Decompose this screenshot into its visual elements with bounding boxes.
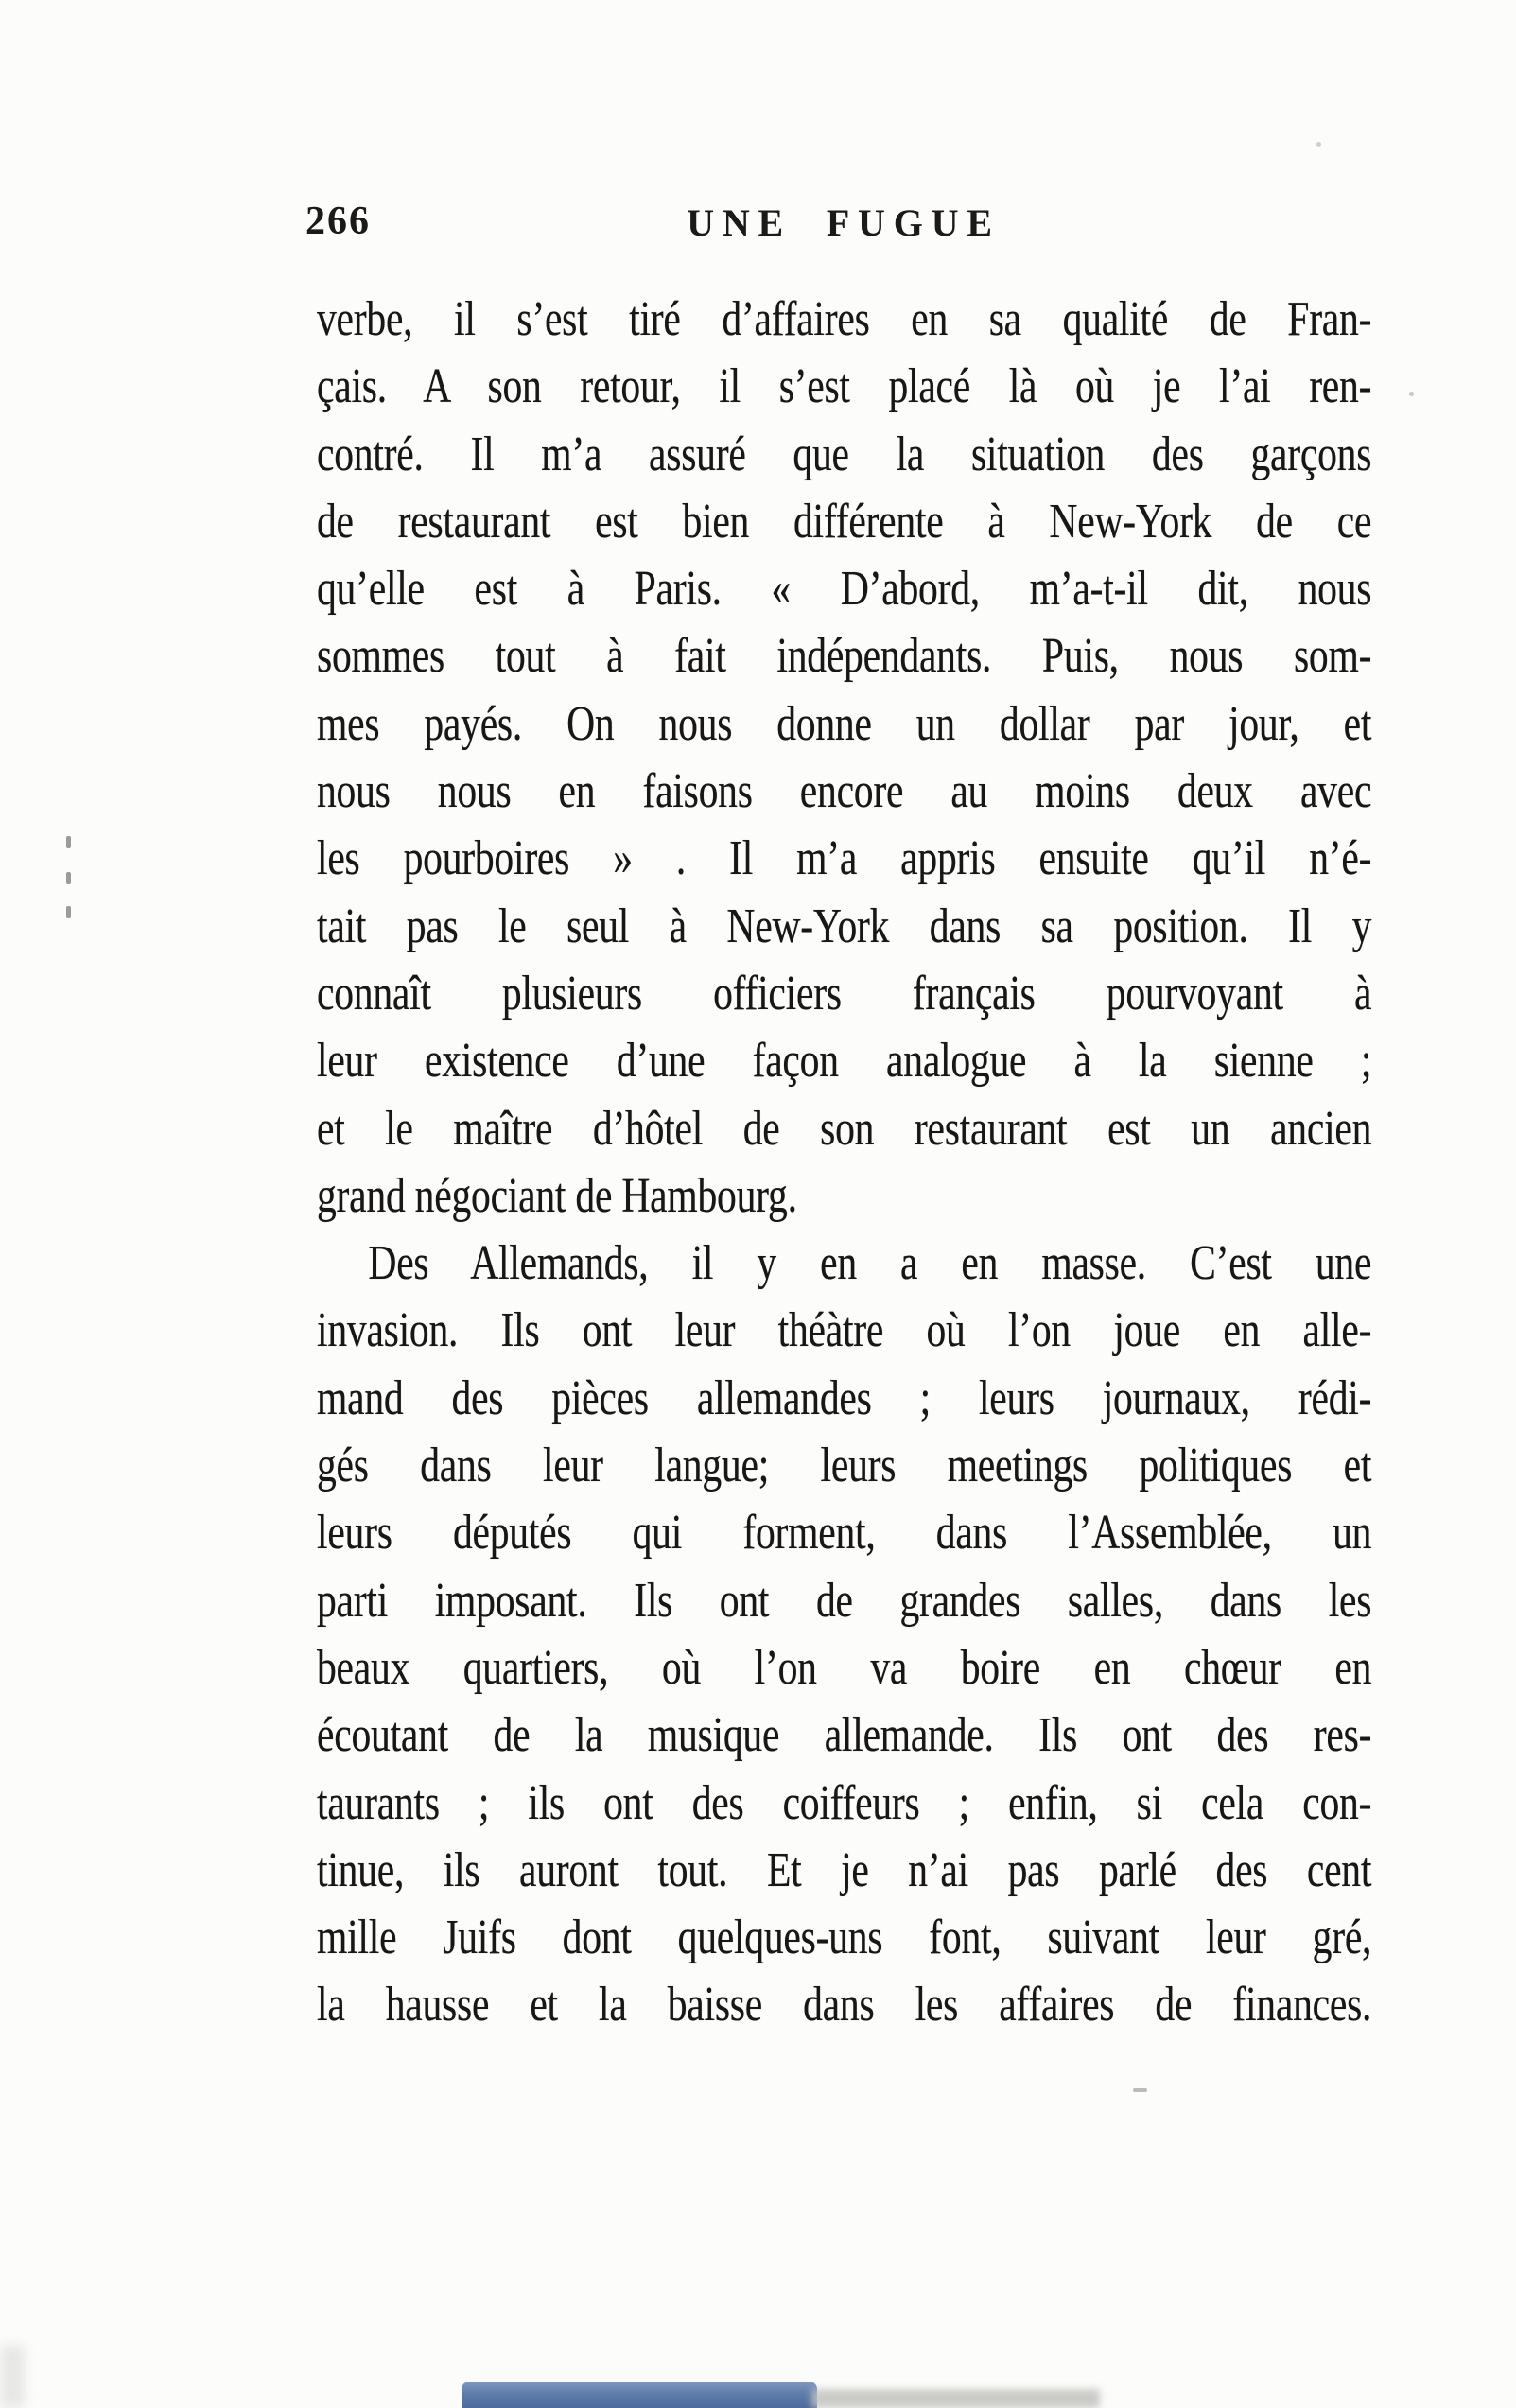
text-line-paragraph-start: Des Allemands, il y en a en masse. C’est une: [368, 1236, 1372, 1291]
scan-artifact-speck: [1409, 392, 1414, 396]
running-title: UNE FUGUE: [687, 201, 1001, 244]
scan-artifact-gray-smudge: [811, 2389, 1100, 2408]
text-line: beaux quartiers, où l’on va boire en chœur en: [317, 1640, 1372, 1695]
text-line: tinue, ils auront tout. Et je n’ai pas parlé des cent: [317, 1842, 1372, 1897]
text-line: connaît plusieurs officiers français pourvoyant à: [317, 966, 1372, 1021]
scan-artifact-blue-stripe: [462, 2382, 817, 2408]
text-line: mille Juifs dont quelques-uns font, suivant leur gré,: [317, 1911, 1372, 1965]
text-line: mes payés. On nous donne un dollar par jour, et: [317, 696, 1372, 751]
page-number: 266: [305, 200, 371, 243]
text-line: contré. Il m’a assuré que la situation des garçons: [317, 427, 1372, 481]
text-line: tait pas le seul à New-York dans sa position. Il y: [317, 899, 1372, 953]
text-line: invasion. Ils ont leur théàtre où l’on joue en alle-: [317, 1303, 1372, 1358]
text-line: mand des pièces allemandes ; leurs journaux, rédi-: [317, 1370, 1372, 1425]
scan-artifact-corner-smudge: [0, 2346, 25, 2408]
text-line-paragraph-end: grand négociant de Hambourg.: [317, 1168, 797, 1223]
text-line: nous nous en faisons encore au moins deux avec: [317, 764, 1372, 819]
text-line: taurants ; ils ont des coiffeurs ; enfin, si cela con-: [317, 1775, 1372, 1830]
text-line: qu’elle est à Paris. « D’abord, m’a-t-il dit, nous: [317, 562, 1372, 617]
text-line: parti imposant. Ils ont de grandes salles, dans les: [317, 1573, 1372, 1628]
text-line: verbe, il s’est tiré d’affaires en sa qualité de Fran-: [317, 292, 1372, 346]
text-line: sommes tout à fait indépendants. Puis, nous som-: [317, 629, 1372, 684]
text-line: écoutant de la musique allemande. Ils ont des res-: [317, 1708, 1372, 1763]
body-text: [317, 286, 1371, 2039]
scan-artifact-speck: [1316, 142, 1321, 147]
text-line: la hausse et la baisse dans les affaires de finances.: [317, 1978, 1372, 2033]
scan-artifact-margin-dash: [66, 836, 71, 848]
text-line: de restaurant est bien différente à New-York de ce: [317, 494, 1372, 549]
text-line: les pourboires » . Il m’a appris ensuite qu’il n’é-: [317, 831, 1372, 886]
text-line: leurs députés qui forment, dans l’Assemblée, un: [317, 1506, 1372, 1561]
text-line: çais. A son retour, il s’est placé là où je l’ai ren-: [317, 359, 1372, 414]
text-line: leur existence d’une façon analogue à la sienne ;: [317, 1034, 1372, 1089]
scan-artifact-margin-dash: [66, 872, 71, 884]
text-line: gés dans leur langue; leurs meetings politiques et: [317, 1439, 1372, 1493]
scan-artifact-dash: [1133, 2088, 1147, 2092]
text-line: et le maître d’hôtel de son restaurant est un ancien: [317, 1101, 1372, 1156]
scan-artifact-margin-dash: [66, 906, 71, 918]
